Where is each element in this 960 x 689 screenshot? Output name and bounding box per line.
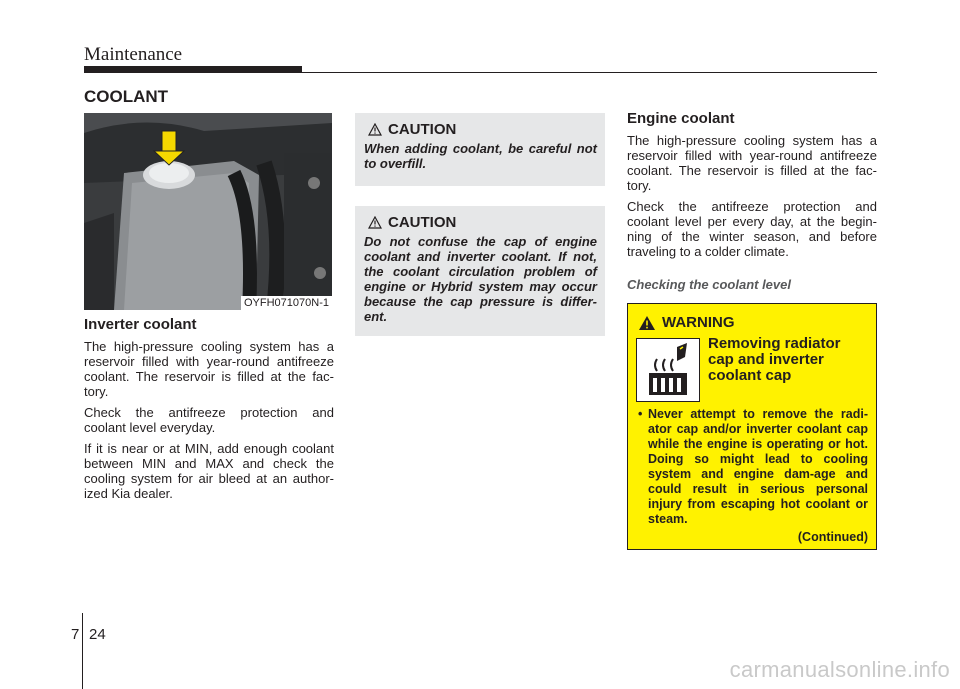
inverter-paragraph: The high-pressure cooling system has a reservoir filled with year-round antifreeze coolant. The reservoir is filled at the fac-tory.	[84, 339, 334, 399]
section-title: COOLANT	[84, 87, 169, 106]
caution-label: CAUTION	[388, 214, 457, 231]
warning-bullet	[638, 407, 868, 527]
caution-text: Do not confuse the cap of engine coolant and inverter coolant. If not, the coolant circulation problem of engine or Hybrid system may occur because the cap pressure is differ-ent.	[364, 234, 597, 324]
page-number: 24	[89, 626, 106, 643]
engine-heading: Engine coolant	[627, 110, 735, 127]
warning-box	[627, 303, 877, 550]
caution-triangle-icon	[368, 123, 382, 136]
header-bar	[84, 66, 302, 73]
watermark: carmanualsonline.info	[729, 657, 950, 682]
caution-text: When adding coolant, be careful not to overfill.	[364, 141, 597, 171]
warning-triangle-icon	[638, 315, 656, 331]
warning-label: WARNING	[662, 314, 735, 331]
engine-paragraph: The high-pressure cooling system has a reservoir filled with year-round antifreeze coolant. The reservoir is filled at the fac-tory.	[627, 133, 877, 193]
engine-coolant-section	[627, 110, 877, 292]
photo-code: OYFH071070N-1	[241, 296, 332, 310]
checking-coolant-subheading: Checking the coolant level	[627, 277, 791, 292]
bullet-mark: •	[638, 407, 643, 421]
caution-triangle-icon	[368, 216, 382, 229]
warning-continued: (Continued)	[797, 530, 868, 544]
caution-box	[355, 113, 605, 186]
warning-bullet-text: Never attempt to remove the radi-ator cap and/or inverter coolant cap while the engine is operating or hot. Doing so might lead to cooling system and engine dam-age and could result in serious personal injury from escaping hot coolant or steam.	[648, 407, 868, 526]
warning-title: Removing radiator cap and inverter coolant cap	[708, 335, 841, 384]
footer-divider	[82, 613, 83, 689]
chapter-number: 7	[71, 626, 80, 643]
hot-radiator-icon	[636, 338, 700, 402]
page-header-title: Maintenance	[84, 44, 183, 65]
engine-paragraph: Check the antifreeze protection and coolant level per every day, at the begin-ning of the winter season, and before traveling to a colder climate.	[627, 199, 877, 259]
inverter-heading: Inverter coolant	[84, 316, 197, 333]
engine-bay-illustration	[84, 113, 332, 310]
inverter-paragraph: Check the antifreeze protection and coolant level everyday.	[84, 405, 334, 435]
header-rule	[302, 72, 877, 73]
caution-box	[355, 206, 605, 336]
inverter-coolant-section	[84, 316, 334, 507]
inverter-paragraph: If it is near or at MIN, add enough coolant between MIN and MAX and check the cooling system for air bleed at an author-ized Kia dealer.	[84, 441, 334, 501]
caution-label: CAUTION	[388, 121, 457, 138]
coolant-reservoir-photo	[84, 113, 332, 310]
